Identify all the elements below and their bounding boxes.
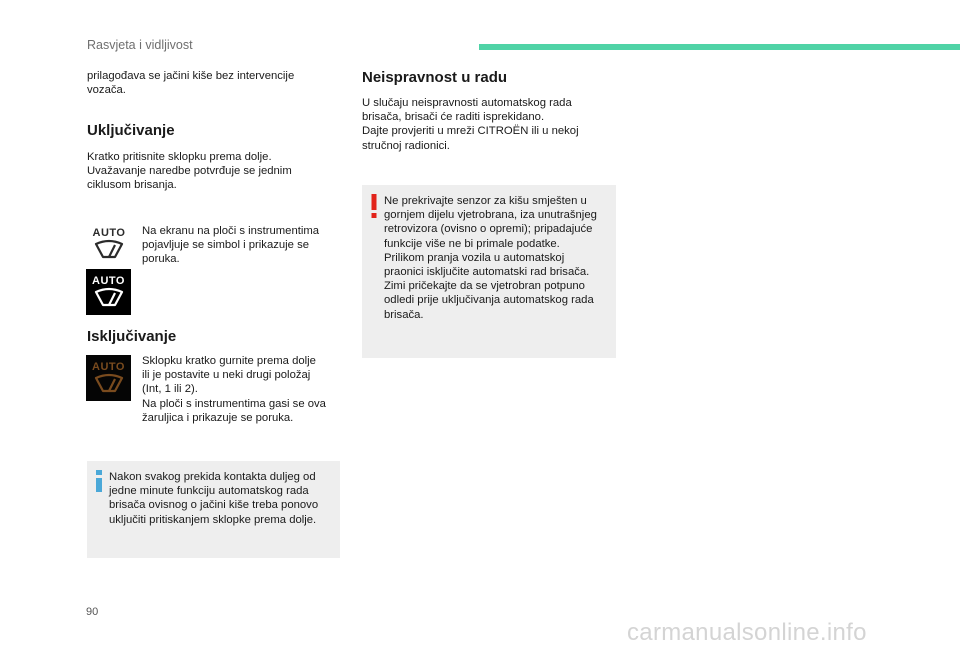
text-line: ili je postavite u neki drugi položaj [142, 369, 311, 382]
text-line: U slučaju neispravnosti automatskog rada [362, 97, 572, 109]
text-line: (Int, 1 ili 2). [142, 383, 198, 396]
text-line: stručnoj radionici. [362, 139, 450, 152]
text-line: Na ekranu na ploči s instrumentima [142, 225, 320, 237]
header-title: Rasvjeta i vidljivost [87, 38, 193, 52]
wiper-icon [93, 287, 125, 309]
auto-wiper-off-icon [86, 355, 131, 401]
icon-label: AUTO [92, 274, 125, 287]
text-line: žaruljica i prikazuje se poruka. [142, 411, 294, 424]
text-line: Nakon svakog prekida kontakta duljeg od [109, 471, 316, 483]
warning-icon [370, 194, 378, 218]
text-line: retrovizora (ovisno o opremi); pripadajuće [384, 223, 593, 236]
text-line: ciklusom brisanja. [87, 179, 177, 192]
watermark: carmanualsonline.info [627, 619, 867, 646]
text-line: Prilikom pranja vozila u automatskoj [384, 251, 565, 264]
text-line: brisača, brisači će raditi isprekidano. [362, 111, 545, 124]
switch-on-icon-text [142, 224, 342, 267]
text-line: prilagođava se jačini kiše bez intervencije [87, 70, 295, 82]
info-note-text [109, 470, 337, 527]
text-line: Zimi pričekajte da se vjetrobran potpuno [384, 280, 585, 293]
warning-note-text [384, 194, 614, 322]
text-line: Kratko pritisnite sklopku prema dolje. [87, 151, 272, 163]
info-icon [95, 470, 103, 492]
header-accent-bar [479, 44, 960, 50]
text-line: Sklopku kratko gurnite prema dolje [142, 355, 316, 367]
text-line: Na ploči s instrumentima gasi se ova [142, 397, 326, 410]
text-line: Ne prekrivajte senzor za kišu smješten u [384, 195, 587, 207]
warning-note [362, 185, 616, 358]
auto-wiper-outline-icon [86, 223, 132, 265]
text-line: odledi prije uključivanja automatskog rada [384, 294, 594, 307]
text-line: gornjem dijelu vjetrobrana, iza unutrašnjeg [384, 209, 597, 222]
text-line: uključiti pritiskanjem sklopke prema dolje. [109, 513, 317, 526]
text-line: poruka. [142, 253, 180, 266]
switch-off-heading: Isključivanje [87, 328, 177, 345]
wiper-icon [93, 239, 125, 261]
fault-heading: Neispravnost u radu [362, 69, 508, 86]
intro-text [87, 69, 337, 97]
icon-label: AUTO [92, 226, 126, 239]
switch-on-heading: Uključivanje [87, 122, 175, 139]
text-line: brisača. [384, 308, 424, 321]
text-line: brisača ovisnog o jačini kiše treba ponovo [109, 499, 319, 512]
info-note [87, 461, 340, 558]
wiper-icon [93, 373, 125, 395]
text-line: funkcije više ne bi primale podatke. [384, 237, 560, 250]
text-line: praonici isključite automatski rad brisača. [384, 266, 590, 279]
page-number: 90 [86, 606, 99, 618]
switch-on-text [87, 150, 337, 193]
text-line: jedne minute funkciju automatskog rada [109, 485, 309, 498]
fault-text [362, 96, 617, 153]
icon-label: AUTO [92, 360, 125, 373]
text-line: vozača. [87, 84, 126, 97]
switch-off-text [142, 354, 347, 425]
text-line: Dajte provjeriti u mreži CITROËN ili u nekoj [362, 125, 579, 138]
text-line: pojavljuje se simbol i prikazuje se [142, 239, 310, 252]
text-line: Uvažavanje naredbe potvrđuje se jednim [87, 165, 292, 178]
auto-wiper-active-icon [86, 269, 131, 315]
